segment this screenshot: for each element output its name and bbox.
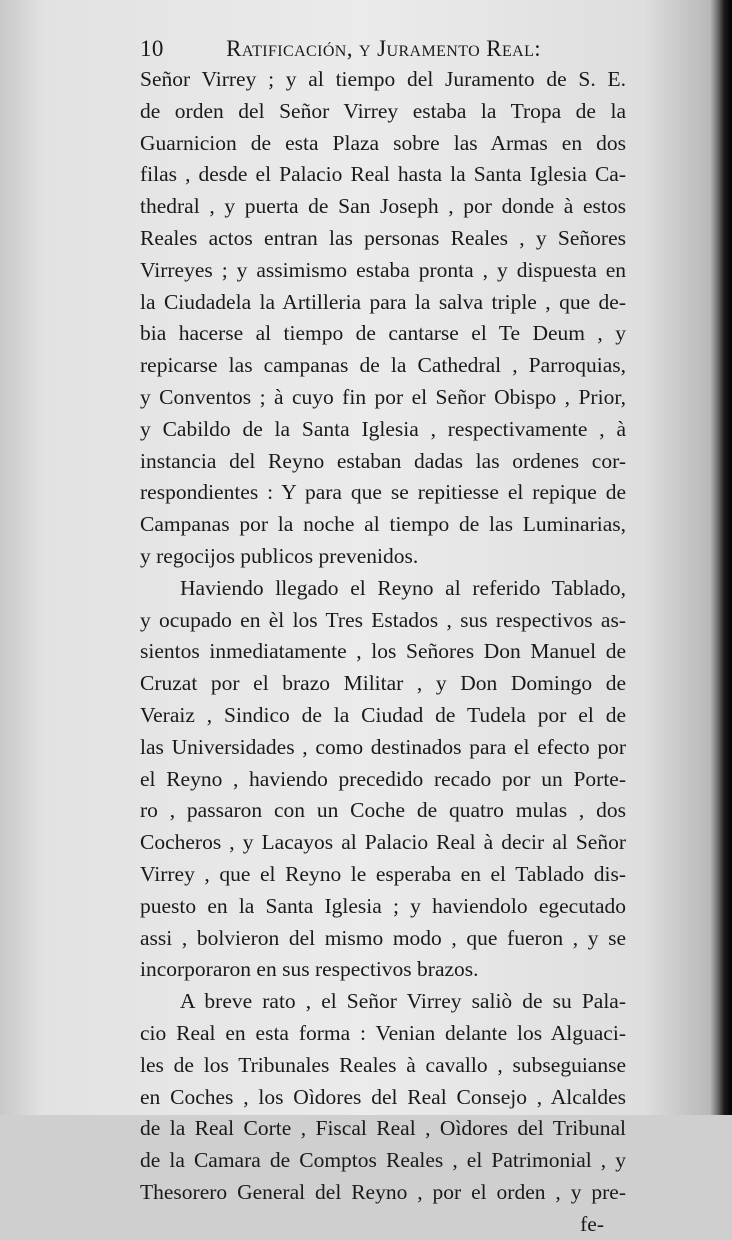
text-line: el Reyno , haviendo precedido recado por un Porte- [140, 766, 626, 791]
text-line: assi , bolvieron del mismo modo , que fueron , y se [140, 925, 626, 950]
text-line: Virreyes ; y assimismo estaba pronta , y dispuesta en [140, 257, 626, 282]
text-line: y regocijos publicos prevenidos. [140, 543, 419, 568]
body-text [140, 64, 626, 1240]
text-line: instancia del Reyno estaban dadas las ordenes cor- [140, 448, 626, 473]
text-line: la Ciudadela la Artilleria para la salva triple , que de- [140, 289, 626, 314]
page-number: 10 [140, 36, 164, 61]
text-line: Guarnicion de esta Plaza sobre las Armas en dos [140, 130, 626, 155]
text-line: de la Real Corte , Fiscal Real , Oìdores del Tribunal [140, 1116, 626, 1141]
catchword: fe- [580, 1211, 604, 1236]
text-line: Thesorero General del Reyno , por el orden , y pre- [140, 1179, 626, 1204]
text-line: incorporaron en sus respectivos brazos. [140, 957, 479, 982]
text-line: repicarse las campanas de la Cathedral , Parroquias, [140, 353, 626, 378]
text-line: Señor Virrey ; y al tiempo del Juramento de S. E. [140, 67, 626, 91]
text-line: en Coches , los Oìdores del Real Consejo , Alcaldes [140, 1084, 626, 1109]
text-line: y Cabildo de la Santa Iglesia , respectivamente , à [140, 416, 626, 441]
text-line: Virrey , que el Reyno le esperaba en el Tablado dis- [140, 861, 626, 886]
text-line: respondientes : Y para que se repitiesse el repique de [140, 480, 626, 505]
text-line: de la Camara de Comptos Reales , el Patrimonial , y [140, 1148, 626, 1173]
text-line: Campanas por la noche al tiempo de las Luminarias, [140, 512, 626, 537]
text-line: las Universidades , como destinados para el efecto por [140, 734, 626, 759]
text-line: Haviendo llegado el Reyno al referido Tablado, [180, 575, 626, 600]
text-line: Cruzat por el brazo Militar , y Don Domingo de [140, 671, 626, 696]
text-line: ro , passaron con un Coche de quatro mulas , dos [140, 798, 626, 823]
text-line: Cocheros , y Lacayos al Palacio Real à decir al Señor [140, 830, 626, 855]
text-line: Reales actos entran las personas Reales , y Señores [140, 225, 626, 250]
text-line: Veraiz , Sindico de la Ciudad de Tudela por el de [140, 702, 626, 727]
text-line: bia hacerse al tiempo de cantarse el Te Deum , y [140, 321, 626, 346]
running-title: Ratificación, y Juramento Real: [226, 36, 542, 61]
text-line: A breve rato , el Señor Virrey saliò de su Pala- [180, 989, 626, 1014]
text-line: les de los Tribunales Reales à cavallo , subseguianse [140, 1052, 626, 1077]
text-line: de orden del Señor Virrey estaba la Tropa de la [140, 98, 626, 123]
text-line: cio Real en esta forma : Venian delante los Alguaci- [140, 1020, 626, 1045]
text-line: thedral , y puerta de San Joseph , por donde à estos [140, 194, 626, 219]
text-line: puesto en la Santa Iglesia ; y haviendolo egecutado [140, 893, 626, 918]
text-line: y ocupado en èl los Tres Estados , sus respectivos as- [140, 607, 626, 632]
text-line: sientos inmediatamente , los Señores Don Manuel de [140, 639, 626, 664]
text-line: y Conventos ; à cuyo fin por el Señor Obispo , Prior, [140, 384, 626, 409]
page-edge-shadow [718, 0, 732, 1115]
text-line: filas , desde el Palacio Real hasta la Santa Iglesia Ca- [140, 162, 626, 187]
